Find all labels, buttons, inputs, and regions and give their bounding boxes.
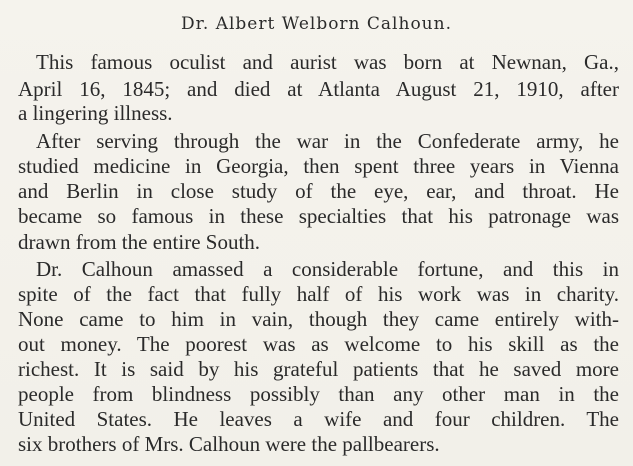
text-line: richest. It is said by his grateful patients that he saved more xyxy=(18,357,619,381)
text-line: out money. The poorest was as welcome to his skill as the xyxy=(18,332,619,356)
text-line: six brothers of Mrs. Calhoun were the pallbearers. xyxy=(18,432,440,456)
text-line: After serving through the war in the Confederate army, he xyxy=(36,129,619,153)
text-line: drawn from the entire South. xyxy=(18,230,261,254)
text-line: None came to him in vain, though they came entirely with- xyxy=(18,307,619,331)
text-line: studied medicine in Georgia, then spent three years in Vienna xyxy=(18,154,619,178)
text-line: April 16, 1845; and died at Atlanta August 21, 1910, after xyxy=(18,77,619,101)
text-line: Dr. Calhoun amassed a considerable fortune, and this in xyxy=(36,257,619,281)
text-line: people from blindness possibly than any other man in the xyxy=(18,382,619,406)
text-line: a lingering illness. xyxy=(18,101,173,125)
text-line: This famous oculist and aurist was born at Newnan, Ga., xyxy=(36,50,619,74)
text-line: United States. He leaves a wife and four children. The xyxy=(18,407,619,431)
text-line: and Berlin in close study of the eye, ear, and throat. He xyxy=(18,179,619,203)
page-title: Dr. Albert Welborn Calhoun. xyxy=(181,14,452,34)
text-line: spite of the fact that fully half of his work was in charity. xyxy=(18,282,619,306)
text-line: became so famous in these specialties that his patronage was xyxy=(18,204,619,228)
